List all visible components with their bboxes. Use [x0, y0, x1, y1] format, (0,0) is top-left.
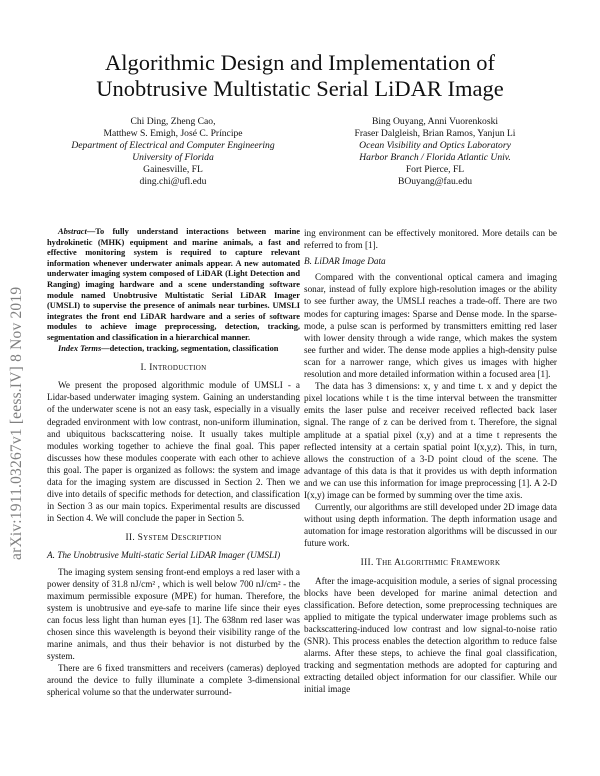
author-city: Gainesville, FL — [143, 164, 203, 175]
author-city: Fort Pierce, FL — [405, 164, 465, 175]
author-university: University of Florida — [132, 152, 214, 163]
index-terms — [47, 344, 300, 355]
index-terms-lead: Index Terms — [58, 343, 102, 353]
author-department: Ocean Visibility and Optics Laboratory — [359, 140, 511, 151]
section-heading: III. The Algorithmic Framework — [360, 558, 501, 569]
left-column — [47, 227, 300, 699]
author-email: ding.chi@ufl.edu — [139, 176, 207, 187]
paragraph: The imaging system sensing front-end employs a red laser with a power density of 31.8 nJ/cm² , which is well below 700 nJ/cm² - the maximum permissible exposure (MPE) for human. Therefore, the system is unobtrusive and eye-safe to marine life since their eyes can focus less light than human eyes [1]. The 638nm red laser was chosen since this wavelength is beyond their visibility range of the marine animals, and thus their behavior is not disturbed by the system. — [47, 566, 300, 662]
paper-title — [0, 50, 600, 102]
author-block-right — [310, 116, 560, 188]
arxiv-stamp: arXiv:1911.03267v1 [eess.IV] 8 Nov 2019 — [8, 286, 25, 560]
paragraph: After the image-acquisition module, a series of signal processing blocks have been developed for marine animal detection and classification. Before detection, some preprocessing techniques are applied to mitigate the typical underwater image problems such as backscattering-induced low contrast and low signal-to-noise ratio (SNR). This process enables the detection algorithm to reduce false alarms. After these steps, to achieve the final goal classification, tracking and segmentation methods are adopted for capturing and extracting detailed object information for our classifier. While our initial image — [304, 575, 557, 695]
title-line-1: Algorithmic Design and Implementation of — [105, 50, 495, 75]
paragraph: The data has 3 dimensions: x, y and time t. x and y depict the pixel locations while t is the time interval between the transmitter emits the laser pulse and receiver received reflected back laser signal. The range of z can be derived from t. Therefore, the signal amplitude at a spatial pixel (x,y) and at a time t represents the reflected intensity at a certain spatial point I(x,y,z). This, in turn, allows the construction of a 3-D point cloud of the scene. The advantage of this data is that it provides us with depth information and we can use this information for image preprocessing [1]. A 2-D I(x,y) image can be formed by summing over the time axis. — [304, 381, 557, 500]
abstract-lead: Abstract — [58, 227, 87, 236]
author-names: Fraser Dalgleish, Brian Ramos, Yanjun Li — [354, 128, 516, 139]
author-block-left — [48, 116, 298, 188]
author-names: Bing Ouyang, Anni Vuorenkoski — [371, 116, 499, 127]
author-department: Department of Electrical and Computer Engineering — [71, 140, 275, 151]
paragraph: We present the proposed algorithmic module of UMSLI - a Lidar-based underwater imaging system. Gaining an understanding of the underwater scene is not an easy task, especially in a visually degraded environment with low contrast, non-uniform illumination, and ubiquitous backscattering noise. It usually takes multiple modules working together to achieve the final goal. This paper discusses how these modules cooperate with each other to achieve this goal. The paper is organized as follows: the system and image data for the imaging system are discussed in Section 2. Then we dive into details of specific methods for detection, and classification in Section 3 as our main topics. Experimental results are discussed in Section 4. We will conclude the paper in Section 5. — [47, 380, 300, 524]
author-names: Chi Ding, Zheng Cao, — [130, 116, 216, 127]
paragraph: Currently, our algorithms are still developed under 2D image data without using depth information. The depth information usage and automation for image restoration algorithms will be discussed in our future work. — [304, 502, 557, 549]
subsection-heading: A. The Unobtrusive Multi-static Serial LiDAR Imager (UMSLI) — [47, 550, 281, 561]
paragraph: There are 6 fixed transmitters and receivers (cameras) deployed around the device to fully illuminate a complete 3-dimensional spherical volume so that the underwater surround- — [47, 663, 300, 698]
right-column — [304, 227, 557, 695]
author-email: BOuyang@fau.edu — [397, 176, 473, 187]
title-line-2: Unobtrusive Multistatic Serial LiDAR Image — [96, 76, 504, 101]
author-names: Matthew S. Emigh, José C. Príncipe — [103, 128, 243, 139]
index-terms-text: —detection, tracking, segmentation, classification — [101, 343, 279, 353]
section-heading: I. Introduction — [140, 363, 207, 374]
paragraph: ing environment can be effectively monitored. More details can be referred to from [1]. — [304, 228, 557, 251]
subsection-heading: B. LiDAR Image Data — [304, 256, 386, 267]
paragraph: Compared with the conventional optical camera and imaging sonar, instead of fully explore high-resolution images or the ability to see further away, the UMSLI reaches a trade-off. There are two modes for capturing images: Sparse and Dense mode. In the sparse-mode, a pulse scan is performed by transmitters emitting red laser with lower density through a wide range, which makes the system see further and wider. The dense mode applies a high-density pulse scan for a narrower range, which gives us images with higher resolution and more detailed information within a focused area [1]. — [304, 272, 557, 380]
abstract — [47, 227, 300, 344]
abstract-text: —To fully understand interactions between marine hydrokinetic (MHK) equipment and marine animals, a fast and effective monitoring system is required to capture relevant information whenever underwater animals appear. A new automated underwater imaging system composed of LiDAR (Light Detection and Ranging) imaging hardware and a scene understanding software module named Unobtrusive Multistatic Serial LiDAR Imager (UMSLI) to supervise the presence of animals near turbines. UMSLI integrates the front end LiDAR hardware and a series of software modules to achieve image preprocessing, detection, tracking, segmentation and classification in a hierarchical manner. — [47, 227, 300, 342]
author-university: Harbor Branch / Florida Atlantic Univ. — [359, 152, 511, 163]
section-heading: II. System Description — [125, 533, 222, 544]
